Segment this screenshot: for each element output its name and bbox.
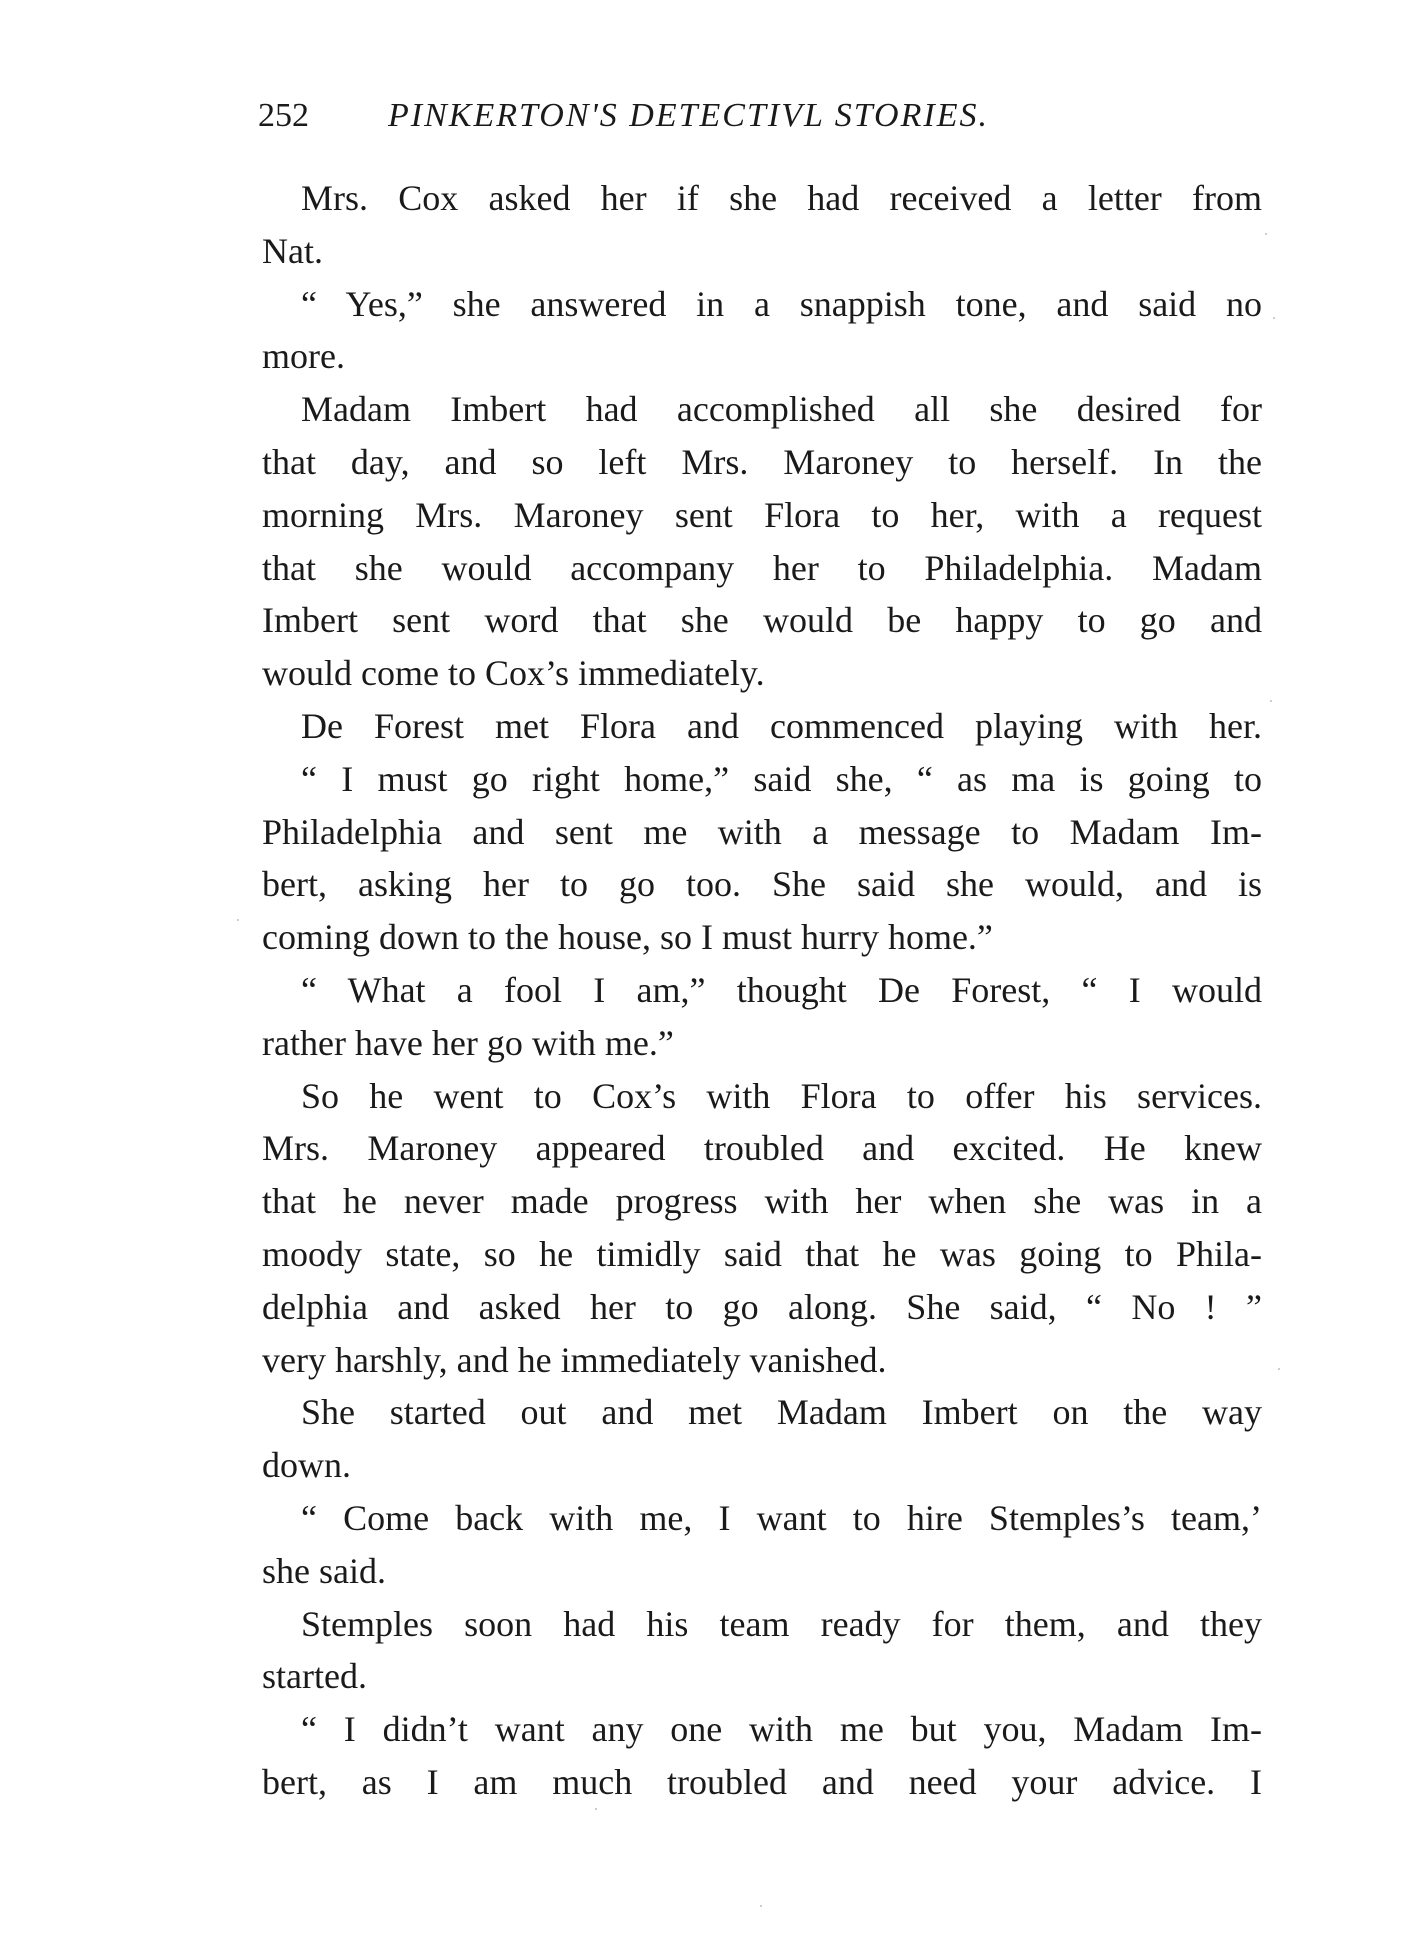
text-line: morning Mrs. Maroney sent Flora to her, with a request bbox=[262, 494, 1262, 535]
text-line: she said. bbox=[262, 1550, 386, 1591]
text-line: Philadelphia and sent me with a message to Madam Im- bbox=[262, 811, 1262, 852]
text-line: “ Yes,” she answered in a snappish tone, and said no bbox=[301, 283, 1262, 324]
text-line: that she would accompany her to Philadelphia. Madam bbox=[262, 547, 1262, 588]
text-line: that day, and so left Mrs. Maroney to herself. In the bbox=[262, 441, 1262, 482]
text-line: “ Come back with me, I want to hire Stemples’s team,’ bbox=[301, 1497, 1262, 1538]
text-line: very harshly, and he immediately vanished. bbox=[262, 1339, 887, 1380]
text-line: “ I must go right home,” said she, “ as ma is going to bbox=[301, 758, 1262, 799]
text-line: “ I didn’t want any one with me but you, Madam Im- bbox=[301, 1709, 1262, 1750]
text-line: that he never made progress with her when she was in a bbox=[262, 1181, 1262, 1222]
paper-speck bbox=[760, 1905, 762, 1907]
paper-speck bbox=[1278, 1368, 1280, 1370]
running-head bbox=[258, 96, 1258, 136]
text-line: moody state, so he timidly said that he was going to Phila- bbox=[262, 1233, 1262, 1274]
text-line: She started out and met Madam Imbert on the way bbox=[301, 1392, 1262, 1433]
text-line: Nat. bbox=[262, 230, 323, 271]
paper-speck bbox=[1265, 233, 1267, 235]
text-line: more. bbox=[262, 336, 345, 377]
text-line: coming down to the house, so I must hurry home.” bbox=[262, 917, 993, 958]
text-line: bert, asking her to go too. She said she would, and is bbox=[262, 864, 1262, 905]
text-line: So he went to Cox’s with Flora to offer his services. bbox=[301, 1075, 1262, 1116]
paper-speck bbox=[1273, 317, 1275, 319]
page-number: 252 bbox=[258, 97, 309, 134]
paper-speck bbox=[595, 1808, 597, 1810]
text-line: Mrs. Maroney appeared troubled and excited. He knew bbox=[262, 1128, 1262, 1169]
text-line: Mrs. Cox asked her if she had received a letter from bbox=[301, 178, 1262, 218]
text-line: De Forest met Flora and commenced playing with her. bbox=[301, 705, 1262, 746]
text-line: Madam Imbert had accomplished all she desired for bbox=[301, 389, 1262, 430]
text-line: “ What a fool I am,” thought De Forest, “ I would bbox=[301, 969, 1262, 1010]
text-line: down. bbox=[262, 1445, 351, 1486]
text-line: Imbert sent word that she would be happy to go and bbox=[262, 600, 1262, 641]
text-line: Stemples soon had his team ready for them, and they bbox=[301, 1603, 1262, 1644]
text-line: would come to Cox’s immediately. bbox=[262, 653, 765, 694]
text-line: bert, as I am much troubled and need your advice. I bbox=[262, 1761, 1262, 1802]
text-line: started. bbox=[262, 1656, 367, 1697]
body-text bbox=[262, 172, 1262, 1809]
paper-speck bbox=[1270, 700, 1272, 702]
text-line: rather have her go with me.” bbox=[262, 1022, 674, 1063]
running-title: PINKERTON'S DETECTIVL STORIES. bbox=[388, 97, 989, 134]
text-line: delphia and asked her to go along. She said, “ No ! ” bbox=[262, 1286, 1262, 1327]
paper-speck bbox=[237, 919, 239, 921]
